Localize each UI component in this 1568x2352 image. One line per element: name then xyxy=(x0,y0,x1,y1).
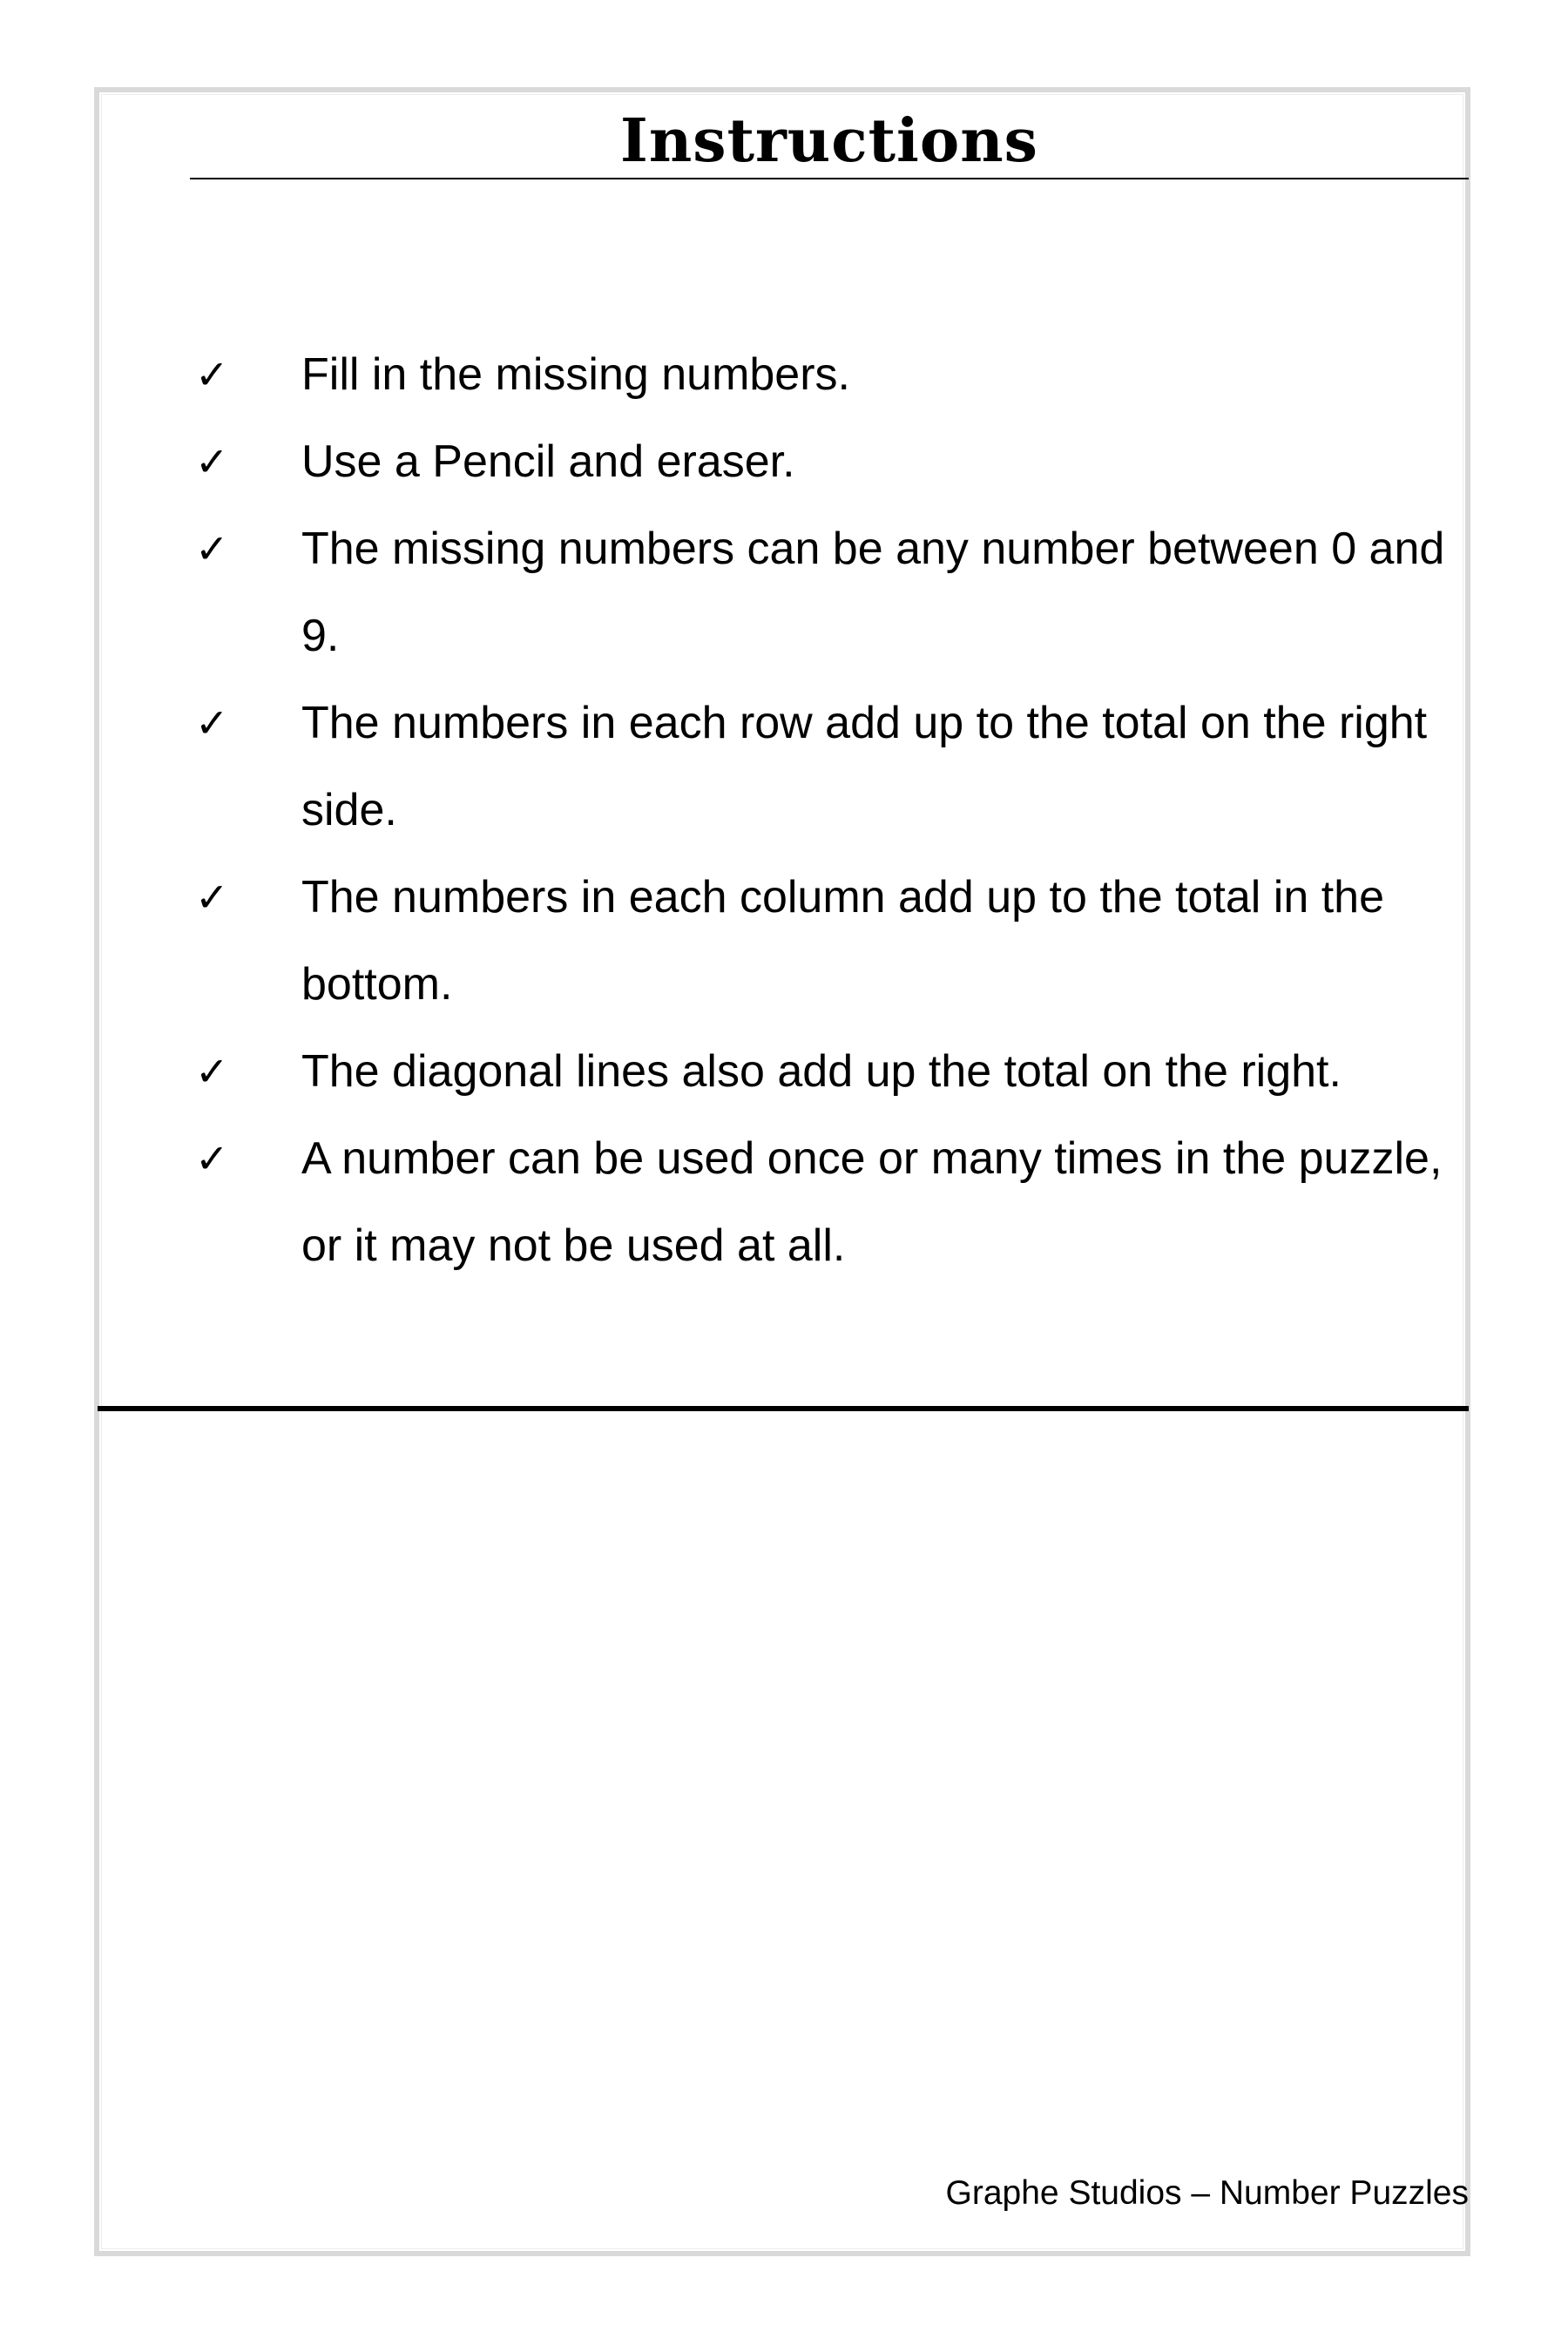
checkmark-icon: ✓ xyxy=(195,525,229,572)
page-title: Instructions xyxy=(620,106,1038,176)
instruction-item xyxy=(190,418,1470,505)
instruction-text: The numbers in each row add up to the total on the right side. xyxy=(301,698,1428,835)
page-footer: Graphe Studios – Number Puzzles xyxy=(945,2174,1469,2212)
instruction-item xyxy=(190,505,1470,679)
instructions-list xyxy=(190,331,1470,1289)
instruction-text: A number can be used once or many times in the puzzle, or it may not be used at all. xyxy=(301,1133,1443,1271)
instruction-item xyxy=(190,1028,1470,1115)
section-divider xyxy=(98,1406,1469,1411)
checkmark-icon: ✓ xyxy=(195,438,229,485)
checkmark-icon: ✓ xyxy=(195,351,229,398)
checkmark-icon: ✓ xyxy=(195,1048,229,1095)
instruction-item xyxy=(190,331,1470,418)
checkmark-icon: ✓ xyxy=(195,874,229,921)
instruction-item xyxy=(190,679,1470,854)
instruction-text: Use a Pencil and eraser. xyxy=(301,436,795,487)
instruction-text: The missing numbers can be any number between 0 and 9. xyxy=(301,524,1445,661)
instruction-text: The numbers in each column add up to the total in the bottom. xyxy=(301,872,1384,1010)
title-underline xyxy=(190,178,1469,179)
checkmark-icon: ✓ xyxy=(195,1135,229,1182)
instruction-item xyxy=(190,854,1470,1028)
instruction-text: The diagonal lines also add up the total on the right. xyxy=(301,1046,1342,1097)
instruction-text: Fill in the missing numbers. xyxy=(301,349,850,400)
instruction-item xyxy=(190,1115,1470,1289)
checkmark-icon: ✓ xyxy=(195,700,229,747)
